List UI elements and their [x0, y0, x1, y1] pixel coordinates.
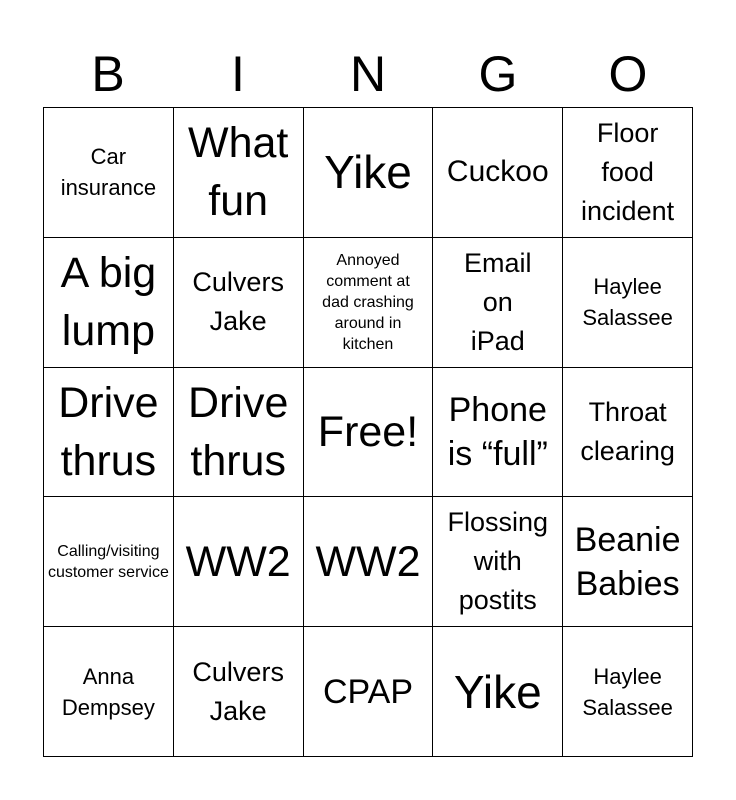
cell-text: Drive thrus — [188, 378, 289, 485]
header-letter-g: G — [478, 46, 518, 102]
bingo-cell[interactable] — [433, 627, 563, 757]
cell-text: Free! — [317, 407, 419, 456]
header-letter-n: N — [349, 46, 387, 102]
bingo-cell[interactable] — [174, 238, 304, 368]
bingo-cell[interactable] — [563, 627, 693, 757]
cell-text: Drive thrus — [58, 378, 159, 485]
bingo-cell[interactable] — [304, 627, 434, 757]
cell-text: Car insurance — [60, 144, 157, 201]
cell-text: Cuckoo — [446, 155, 549, 189]
bingo-cell[interactable] — [304, 497, 434, 627]
bingo-cell[interactable] — [174, 627, 304, 757]
bingo-cell[interactable] — [563, 238, 693, 368]
cell-text: Floor food incident — [581, 117, 675, 226]
bingo-cell[interactable] — [433, 238, 563, 368]
bingo-cell[interactable] — [44, 238, 174, 368]
bingo-cell[interactable] — [563, 368, 693, 498]
cell-text: Yike — [453, 665, 542, 718]
cell-text: WW2 — [315, 537, 421, 586]
bingo-board — [43, 107, 693, 757]
bingo-cell[interactable] — [174, 497, 304, 627]
bingo-cell[interactable] — [44, 497, 174, 627]
bingo-cell[interactable] — [433, 368, 563, 498]
header-letter-o: O — [608, 46, 648, 102]
cell-text: What fun — [188, 119, 289, 226]
bingo-header — [43, 40, 693, 108]
cell-text: Anna Dempsey — [61, 663, 155, 720]
bingo-cell[interactable] — [174, 368, 304, 498]
cell-text: Beanie Babies — [574, 520, 681, 603]
bingo-cell[interactable] — [304, 238, 434, 368]
cell-text: A big lump — [60, 249, 157, 356]
cell-text: Email on iPad — [464, 247, 532, 356]
bingo-cell[interactable] — [44, 108, 174, 238]
cell-text: Yike — [324, 146, 412, 199]
bingo-cell[interactable] — [433, 497, 563, 627]
bingo-cell[interactable] — [304, 108, 434, 238]
bingo-cell[interactable] — [563, 108, 693, 238]
bingo-cell[interactable] — [304, 368, 434, 498]
cell-text: Culvers Jake — [192, 656, 284, 726]
bingo-cell[interactable] — [174, 108, 304, 238]
header-letter-i: I — [231, 46, 245, 102]
bingo-cell[interactable] — [44, 368, 174, 498]
cell-text: Throat clearing — [580, 396, 675, 466]
cell-text: WW2 — [185, 537, 291, 586]
cell-text: Phone is “full” — [447, 390, 548, 473]
cell-text: Haylee Salassee — [582, 274, 673, 331]
cell-text: Calling/visiting customer service — [47, 542, 169, 581]
cell-text: Culvers Jake — [192, 267, 284, 337]
bingo-cell[interactable] — [44, 627, 174, 757]
cell-text: CPAP — [322, 672, 414, 711]
header-letter-b: B — [91, 46, 125, 102]
cell-text: Flossing with postits — [447, 507, 549, 616]
bingo-cell[interactable] — [433, 108, 563, 238]
bingo-cell[interactable] — [563, 497, 693, 627]
cell-text: Haylee Salassee — [582, 663, 673, 720]
cell-text: Annoyed comment at dad crashing around in kitchen — [322, 251, 414, 353]
